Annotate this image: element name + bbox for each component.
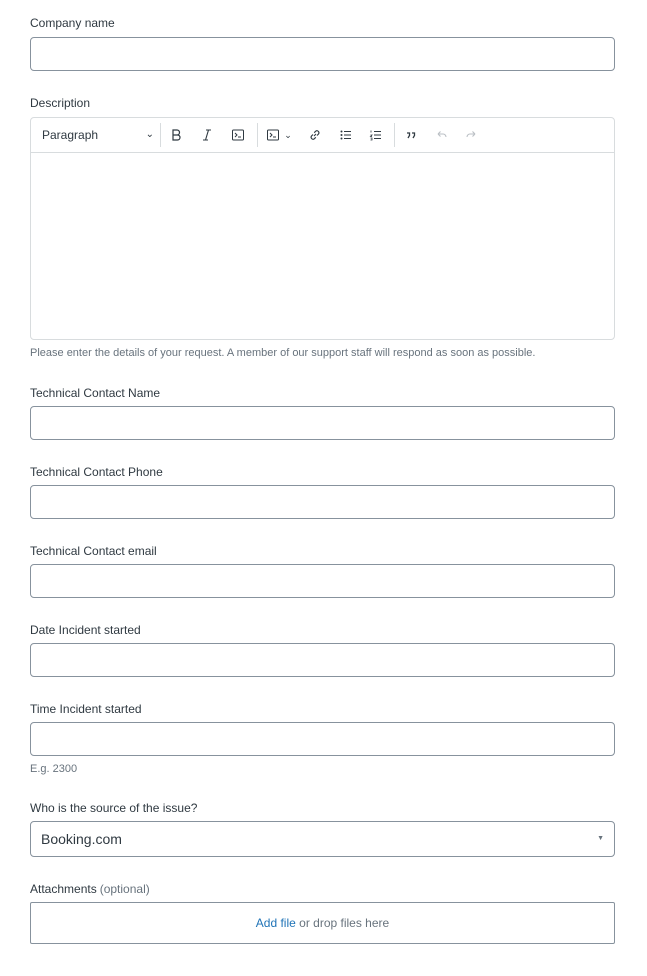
drop-files-text: or drop files here: [299, 916, 390, 930]
toolbar-divider: [257, 123, 258, 147]
description-text-area[interactable]: [31, 153, 614, 339]
code-block-icon: [266, 128, 280, 142]
description-editor: [30, 117, 615, 340]
dropdown-arrow-icon: ▼: [597, 835, 604, 842]
tech-contact-email-label: Technical Contact email: [30, 544, 157, 558]
numbered-list-icon: [369, 128, 383, 142]
numbered-list-button[interactable]: [366, 125, 386, 145]
redo-icon: [465, 128, 479, 142]
source-label: Who is the source of the issue?: [30, 801, 198, 815]
date-incident-input[interactable]: [30, 643, 615, 677]
link-button[interactable]: [305, 125, 325, 145]
editor-toolbar: [31, 118, 614, 153]
bulleted-list-button[interactable]: [336, 125, 356, 145]
redo-button[interactable]: [462, 125, 482, 145]
blockquote-icon: [404, 128, 418, 142]
chevron-down-icon: ⌄: [284, 130, 292, 140]
attachments-dropzone[interactable]: [30, 902, 615, 944]
time-incident-label: Time Incident started: [30, 702, 142, 716]
date-incident-label: Date Incident started: [30, 623, 141, 637]
undo-icon: [434, 128, 448, 142]
italic-icon: [200, 128, 214, 142]
bulleted-list-icon: [339, 128, 353, 142]
code-button[interactable]: [228, 125, 248, 145]
block-format-dropdown[interactable]: [42, 125, 154, 145]
description-hint: Please enter the details of your request. A member of our support staff will respond as soon as possible.: [30, 347, 536, 359]
tech-contact-name-label: Technical Contact Name: [30, 386, 161, 400]
code-block-dropdown[interactable]: [283, 125, 293, 145]
time-incident-hint: E.g. 2300: [30, 763, 78, 775]
company-name-input[interactable]: [30, 37, 615, 71]
attachments-label: [30, 881, 150, 897]
code-block-button[interactable]: [263, 125, 283, 145]
italic-button[interactable]: [197, 125, 217, 145]
bold-button[interactable]: [166, 125, 186, 145]
code-icon: [231, 128, 245, 142]
description-label: Description: [30, 96, 91, 110]
blockquote-button[interactable]: [401, 125, 421, 145]
tech-contact-email-input[interactable]: [30, 564, 615, 598]
bold-icon: [169, 128, 183, 142]
chevron-down-icon: ⌄: [145, 129, 154, 140]
toolbar-divider: [160, 123, 161, 147]
time-incident-input[interactable]: [30, 722, 615, 756]
block-format-value: Paragraph: [42, 128, 99, 142]
source-selected-value: Booking.com: [41, 831, 122, 847]
source-select[interactable]: [30, 821, 615, 857]
company-name-label: Company name: [30, 16, 115, 30]
add-file-link[interactable]: Add file: [255, 916, 296, 930]
attachments-label-text: Attachments: [30, 882, 97, 896]
optional-tag: (optional): [99, 882, 150, 896]
link-icon: [308, 128, 322, 142]
tech-contact-name-input[interactable]: [30, 406, 615, 440]
undo-button[interactable]: [431, 125, 451, 145]
toolbar-divider: [394, 123, 395, 147]
tech-contact-phone-input[interactable]: [30, 485, 615, 519]
tech-contact-phone-label: Technical Contact Phone: [30, 465, 163, 479]
